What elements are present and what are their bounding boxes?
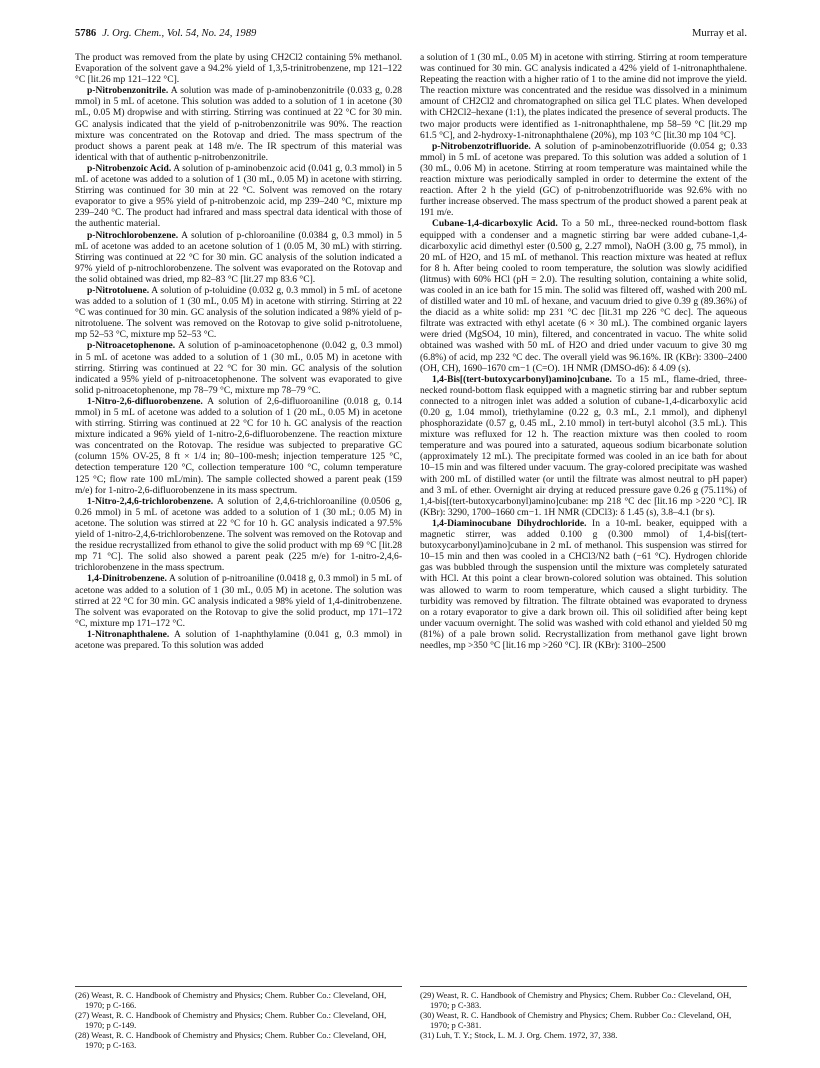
- paragraph-diaminocubane: [420, 518, 747, 651]
- paragraph-nitronaphthalene-cont: a solution of 1 (30 mL, 0.05 M) in acetone with stirring. Stirring at room temperature was continued for 30 min. GC analysis indicated a 42% yield of 1-nitronaphthalene. Repeating the reaction with a higher ratio of 1 to the amine did not improve the yield. The reaction mixture was concentrated and the residue was dissolved in a minimum amount of CH2Cl2 and chromatographed on silica gel TLC plates. When developed with CH2Cl2–hexane (1:1), the plates indicated the presence of several products. The two major products were identified as 1-nitronaphthalene, mp 58–59 °C [lit.29 mp 61.5 °C], and 2-hydroxy-1-nitronaphthalene (20%), mp 103 °C [lit.30 mp 104 °C].: [420, 52, 747, 141]
- paragraph-nitroacetophenone: [75, 340, 402, 395]
- compound-heading: 1-Nitro-2,6-difluorobenzene.: [87, 395, 203, 407]
- paragraph-bis-boc-aminocubane: [420, 374, 747, 518]
- paragraph-nitrochlorobenzene: [75, 230, 402, 285]
- footnotes-right: [420, 990, 747, 1040]
- page-number: 5786: [75, 28, 97, 39]
- paragraph-nitrobenzotrifluoride: [420, 141, 747, 219]
- paragraph-body: A solution of p-aminobenzoic acid (0.041 g, 0.3 mmol) in 5 mL of acetone was added to a solution of 1 (30 mL, 0.05 M) in acetone with stirring. Stirring was continued for 30 min at 22 °C. Solvent was removed on the rotary evaporator to give a 95% yield of p-nitrobenzoic acid, mp 239–240 °C, mixture mp 239–240 °C. The product had infrared and mass spectral data identical with those of the authentic material.: [75, 162, 403, 230]
- paragraph-nitrotoluene: [75, 285, 402, 340]
- left-column: [75, 52, 402, 651]
- compound-heading: 1,4-Bis[(tert-butoxycarbonyl)amino]cubane.: [432, 373, 612, 385]
- footnote-29: (29) Weast, R. C. Handbook of Chemistry and Physics; Chem. Rubber Co.: Cleveland, OH, 1970; p C-383.: [420, 990, 732, 1010]
- compound-heading: p-Nitrobenzotrifluoride.: [432, 140, 531, 152]
- paragraph-nitrobenzoic-acid: [75, 163, 402, 230]
- paragraph-body: A solution of 2,4,6-trichloroaniline (0.0506 g, 0.26 mmol) in 5 mL of acetone was added to a solution of 1 (30 mL; 0.05 M) in acetone. The solution was stirred at 22 °C for 10 h. GC analysis indicated a 97.5% yield of 1-nitro-2,4,6-trichlorobenzene. The solvent was removed on the Rotovap and the residue recrystallized from ethanol to give the solid product with mp 69 °C [lit.28 mp 71 °C]. The solid also showed a parent peak (225 m/e) for 1-nitro-2,4,6-trichlorobenzene in the mass spectrum.: [75, 495, 402, 574]
- paragraph-body: A solution of 1-naphthylamine (0.041 g, 0.3 mmol) in acetone was prepared. To this solution was added: [75, 628, 402, 651]
- footnote-26: (26) Weast, R. C. Handbook of Chemistry and Physics; Chem. Rubber Co.: Cleveland, OH, 1970; p C-166.: [75, 990, 387, 1010]
- footnote-30: (30) Weast, R. C. Handbook of Chemistry and Physics; Chem. Rubber Co.: Cleveland, OH, 1970; p C-381.: [420, 1010, 732, 1030]
- paragraph-body: A solution of p-chloroaniline (0.0384 g, 0.3 mmol) in 5 mL of acetone was added to an acetone solution of 1 (0.05 M, 30 mL) with stirring. Stirring was continued at 22 °C for 30 min. GC analysis of the solution indicated a 97% yield of p-nitrochlorobenzene. The solvent was evaporated on the Rotovap and the solid obtained was dried, mp 82–83 °C [lit.27 mp 83.6 °C].: [75, 229, 402, 285]
- compound-heading: p-Nitrobenzonitrile.: [87, 85, 169, 97]
- running-header: [75, 28, 747, 44]
- author-header: Murray et al.: [691, 28, 747, 39]
- paragraph-dinitrobenzene: [75, 573, 402, 628]
- paragraph-body: To a 50 mL, three-necked round-bottom flask equipped with a condenser and a magnetic stirring bar were added cubane-1,4-dicarboxylic acid dimethyl ester (0.500 g, 2.27 mmol), NaOH (3.00 g, 75 mmol), in 20 mL of H2O, and 15 mL of methanol. This reaction mixture was heated at reflux for 8 h. After being cooled to room temperature, the solution was slowly acidified (litmus) with 60% HCl (pH = 2.0). The resulting solution, containing a white solid, was cooled in an ice bath for 15 min. The solid was filtered off, washed with 200 mL of distilled water and 10 mL of hexane, and vacuum dried to give 0.39 g (89.36%) of the diacid as a white solid: mp 231 °C dec [lit.31 mp 226 °C dec]. The aqueous filtrate was extracted with ethyl acetate (6 × 30 mL). The combined organic layers were dried (MgSO4, 10 min), filtered, and concentrated in vacuo. The white solid obtained was washed with 50 mL of H2O and dried under vacuum to give 30 mg (6.8%) of acid, mp 232 °C dec. The overall yield was 96.16%. IR (KBr): 3300–2400 (OH, CH), 1690–1670 cm−1 (C=O). 1H NMR (DMSO-d6): δ 4.09 (s).: [420, 218, 747, 374]
- paragraph-body: A solution of p-toluidine (0.032 g, 0.3 mmol) in 5 mL of acetone was added to a solution of 1 (30 mL, 0.05 M) in acetone with stirring. Stirring at 22 °C was continued for 30 min. GC analysis of the solution indicated a 98% yield of p-nitrotoluene. The solvent was removed on the Rotovap to give solid p-nitrotoluene, mp 52–53 °C, mixture mp 52–53 °C.: [75, 284, 402, 341]
- compound-heading: 1-Nitronaphthalene.: [87, 628, 170, 640]
- compound-heading: p-Nitrotoluene.: [87, 284, 150, 296]
- paragraph-body: A solution of 2,6-difluoroaniline (0.018 g, 0.14 mmol) in 5 mL of acetone was added to a solution of 1 (20 mL, 0.05 M) in acetone with stirring. Stirring was continued at 22 °C for 10 h. GC analysis of the reaction mixture indicated a 96% yield of 1-nitro-2,6-difluorobenzene. The reaction mixture was concentrated on the Rotovap. The residue was subjected to preparative GC (column 15% OV-25, 8 ft × 1/4 in; 80–100-mesh; injection temperature 125 °C, detection temperature 120 °C, collection temperature 100 °C, column temperature 125 °C; flow rate 100 mL/min). The sample collected showed a parent peak (159 m/e) for 1-nitro-2,6-difluorobenzene in its mass spectrum.: [75, 395, 402, 496]
- right-column: [420, 52, 747, 651]
- paragraph-nitronaphthalene: [75, 629, 402, 651]
- footnote-rule: [75, 986, 402, 987]
- paragraph-nitro-trichlorobenzene: [75, 496, 402, 574]
- paragraph-body: A solution of p-nitroaniline (0.0418 g, 0.3 mmol) in 5 mL of acetone was added to a solution of 1 (30 mL, 0.05 M) in acetone. The solution was stirred at 22 °C for 30 min. GC analysis indicated a 98% yield of 1,4-dinitrobenzene. The solvent was evaporated on the Rotovap to give the solid product, mp 171–172 °C, mixture mp 171–172 °C.: [75, 573, 402, 629]
- paragraph-body: A solution of p-aminoacetophenone (0.042 g, 0.3 mmol) in 5 mL of acetone was added to a solution of 1 (30 mL, 0.05 M) in acetone with stirring. Stirring was continued at 22 °C for 30 min. GC analysis of the solution indicated a 95% yield of p-nitroacetophenone. The solvent was evaporated to give solid p-nitroacetophenone, mp 78–79 °C, mixture mp 78–79 °C.: [75, 340, 402, 396]
- paragraph-trinitrobenzene-end: The product was removed from the plate by using CH2Cl2 containing 5% methanol. Evaporation of the solvent gave a 94.2% yield of 1,3,5-trinitrobenzene, mp 121–122 °C [lit.26 mp 121–122 °C].: [75, 52, 402, 86]
- compound-heading: 1-Nitro-2,4,6-trichlorobenzene.: [87, 495, 214, 507]
- paragraph-nitrobenzonitrile: [75, 85, 402, 163]
- paragraph-nitro-difluorobenzene: [75, 396, 402, 496]
- compound-heading: p-Nitrochlorobenzene.: [87, 229, 179, 241]
- compound-heading: 1,4-Dinitrobenzene.: [87, 573, 167, 585]
- footnote-27: (27) Weast, R. C. Handbook of Chemistry and Physics; Chem. Rubber Co.: Cleveland, OH, 1970; p C-149.: [75, 1010, 387, 1030]
- compound-heading: Cubane-1,4-dicarboxylic Acid.: [432, 218, 558, 230]
- journal-citation: J. Org. Chem., Vol. 54, No. 24, 1989: [102, 28, 257, 39]
- footnote-28: (28) Weast, R. C. Handbook of Chemistry and Physics; Chem. Rubber Co.: Cleveland, OH, 1970; p C-163.: [75, 1030, 387, 1050]
- paragraph-body: To a 15 mL, flame-dried, three-necked round-bottom flask equipped with a magnetic stirring bar and rubber septum connected to a nitrogen inlet was added a solution of cubane-1,4-dicarboxylic acid (0.20 g, 1.04 mmol), triethylamine (0.22 g, 0.3 mL, 2.1 mmol), and diphenyl phosphorazidate (0.57 g, 0.45 mL, 2.10 mmol) in tert-butyl alcohol (3.5 mL). This mixture was refluxed for 12 h. The reaction mixture was then cooled to room temperature and was poured into a saturated, aqueous sodium bicarbonate solution (approximately 12 mL). The precipitate formed was cooled in an ice bath for about 10–15 min and was filtered under vacuum. The gray-colored precipitate was washed with 200 mL of distilled water (or until the filtrate was almost neutral to pH paper) and 3 mL of ether. Overnight air drying at reduced pressure gave 0.26 g (75.11%) of 1,4-bis[(tert-butoxycarbonyl)amino]cubane: mp 218 °C dec [lit.16 mp >220 °C]. IR (KBr): 3290, 1700–1660 cm−1. 1H NMR (CDCl3): δ 1.45 (s), 3.8–4.1 (br s).: [420, 373, 747, 518]
- footnote-rule: [420, 986, 747, 987]
- paragraph-body: A solution was made of p-aminobenzonitrile (0.033 g, 0.28 mmol) in 5 mL of acetone. This solution was added to a solution of 1 in acetone (30 mL, 0.05 M) dropwise and with stirring. Stirring was continued at 22 °C for 30 min. GC analysis indicated that the yield of p-nitrobenzonitrile was 90%. The reaction mixture was concentrated on the Rotovap and dried. The mass spectrum of the product shows a parent peak at 148 m/e. The IR spectrum of this material was identical with that of authentic p-nitrobenzonitrile.: [75, 85, 402, 163]
- paragraph-cubane-dicarboxylic-acid: [420, 218, 747, 373]
- footnote-31: (31) Luh, T. Y.; Stock, L. M. J. Org. Chem. 1972, 37, 338.: [420, 1030, 618, 1040]
- paragraph-body: In a 10-mL beaker, equipped with a magnetic stirrer, was added 0.100 g (0.300 mmol) of 1,4-bis[(tert-butoxycarbonyl)amino]cubane in 2 mL of methanol. This suspension was stirred for 10–15 min and then was cooled in a CHCl3/N2 bath (−61 °C). Hydrogen chloride gas was bubbled through the suspension until the mixture was completely saturated with HCl. At this point a clear brown-colored solution was obtained. This solution was allowed to warm to room temperature, which caused a slight turbidity. The turbidity was removed by filtration. The filtrate obtained was evaporated to dryness on a rotary evaporator to give a dark brown oil. This oil solidified after being kept under vacuum overnight. The solid was washed with cold ethanol and yielded 50 mg (81%) of a pale brown solid. Recrystallization from methanol gave light brown needles, mp >350 °C [lit.16 mp >260 °C]. IR (KBr): 3100–2500: [420, 517, 747, 651]
- compound-heading: p-Nitroacetophenone.: [87, 340, 176, 352]
- footnotes-left: [75, 990, 402, 1050]
- paragraph-body: A solution of p-aminobenzotrifluoride (0.054 g; 0.33 mmol) in 5 mL of acetone was prepared. To this solution was added a solution of 1 (30 mL, 0.06 M) in acetone. Stirring at room temperature was maintained while the reaction mixture was periodically sampled in order to determine the extent of the reaction. After 2 h the yield (GC) of p-nitrobenzotrifluoride was 92.6% with no further increase observed. The mass spectrum of the product showed a parent peak at 191 m/e.: [420, 140, 747, 219]
- compound-heading: p-Nitrobenzoic Acid.: [87, 162, 172, 174]
- compound-heading: 1,4-Diaminocubane Dihydrochloride.: [432, 517, 587, 529]
